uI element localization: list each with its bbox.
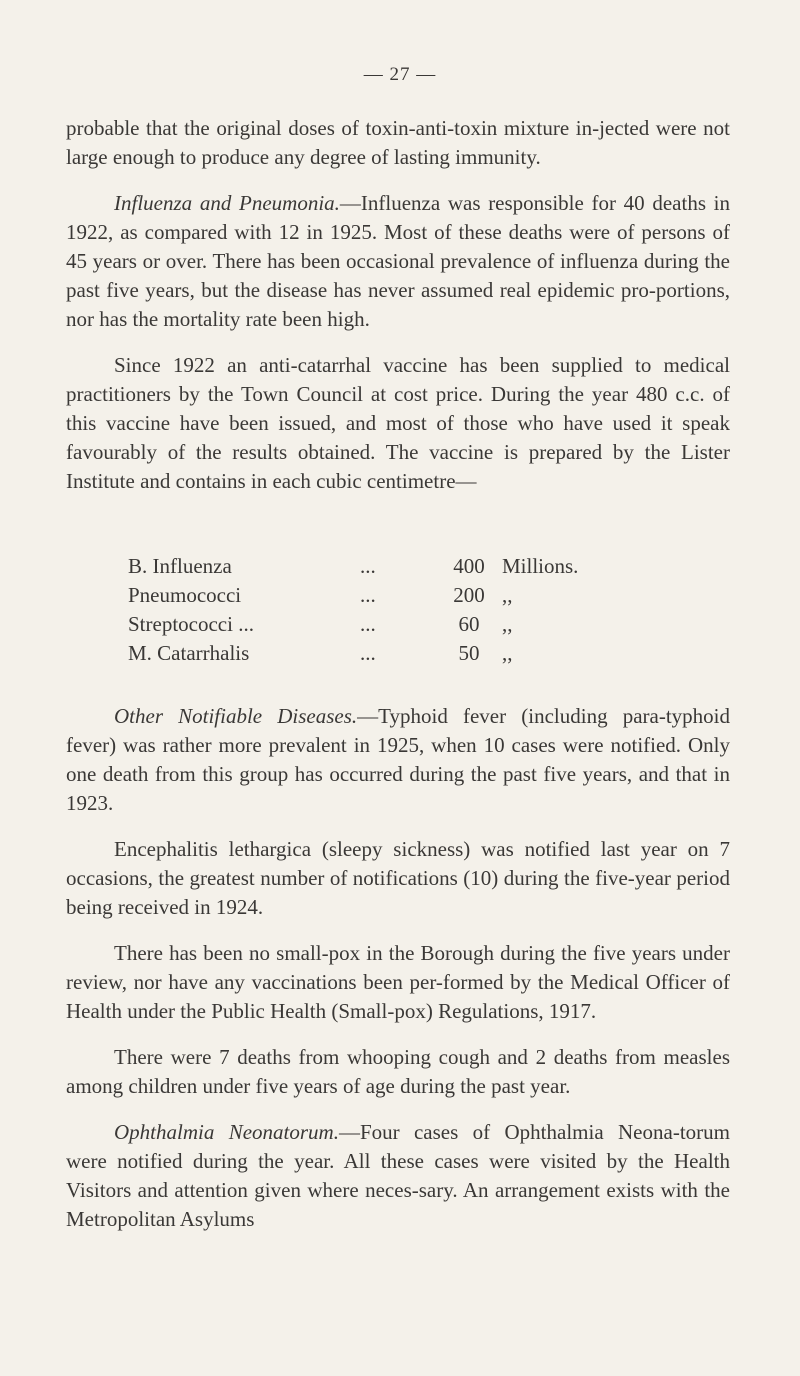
leader-dots: ... bbox=[360, 554, 376, 578]
table-row bbox=[128, 552, 688, 581]
text-block-bottom bbox=[66, 702, 730, 1234]
paragraph-text: probable that the original doses of toxin-anti-toxin mixture in-jected were not large enough to produce any degree of lasting immunity. bbox=[66, 116, 730, 169]
paragraph-encephalitis bbox=[66, 835, 730, 922]
table-row bbox=[128, 581, 688, 610]
organism-quantity: 200 bbox=[453, 583, 485, 607]
organism-name: Streptococci ... bbox=[128, 612, 254, 636]
paragraph-text: There has been no small-pox in the Borough during the five years under review, nor have any vaccinations been per-formed by the Medical Officer of Health under the Public Health (Small-pox) Regulations, 1917. bbox=[66, 941, 730, 1023]
organism-quantity: 400 bbox=[453, 554, 485, 578]
paragraph-text: —Influenza was responsible for 40 deaths in 1922, as compared with 12 in 1925. Most of these deaths were of persons of 45 years or over. There has been occasional prevalence of influenza during the past five years, but the disease has never assumed real epidemic pro-portions, nor has the mortality rate been high. bbox=[66, 191, 730, 331]
vaccine-composition-table bbox=[128, 552, 688, 668]
paragraph-other-notifiable bbox=[66, 702, 730, 818]
paragraph-vaccine bbox=[66, 351, 730, 496]
section-heading: Ophthalmia Neonatorum. bbox=[114, 1120, 339, 1144]
quantity-unit: ,, bbox=[502, 641, 513, 665]
organism-quantity: 60 bbox=[458, 612, 480, 636]
leader-dots: ... bbox=[360, 641, 376, 665]
paragraph-ophthalmia bbox=[66, 1118, 730, 1234]
quantity-unit: Millions. bbox=[502, 554, 579, 578]
paragraph-small-pox bbox=[66, 939, 730, 1026]
quantity-unit: ,, bbox=[502, 583, 513, 607]
leader-dots: ... bbox=[360, 583, 376, 607]
paragraph-text: There were 7 deaths from whooping cough and 2 deaths from measles among children under five years of age during the past year. bbox=[66, 1045, 730, 1098]
paragraph-continuation bbox=[66, 114, 730, 172]
leader-dots: ... bbox=[360, 612, 376, 636]
paragraph-text: —Four cases of Ophthalmia Neona-torum were notified during the year. All these cases were visited by the Health Visitors and attention given where neces-sary. An arrangement exists with the Metropolitan Asylums bbox=[66, 1120, 730, 1231]
paragraph-influenza-pneumonia bbox=[66, 189, 730, 334]
organism-name: B. Influenza bbox=[128, 554, 232, 578]
table-row bbox=[128, 639, 688, 668]
section-heading: Other Notifiable Diseases. bbox=[114, 704, 358, 728]
page-number: — 27 — bbox=[363, 64, 437, 85]
paragraph-text: Encephalitis lethargica (sleepy sickness) was notified last year on 7 occasions, the greatest number of notifications (10) during the five-year period being received in 1924. bbox=[66, 837, 730, 919]
organism-quantity: 50 bbox=[458, 641, 480, 665]
section-heading: Influenza and Pneumonia. bbox=[114, 191, 340, 215]
paragraph-whooping-cough bbox=[66, 1043, 730, 1101]
table-row bbox=[128, 610, 688, 639]
quantity-unit: ,, bbox=[502, 612, 513, 636]
paragraph-text: Since 1922 an anti-catarrhal vaccine has been supplied to medical practitioners by the Town Council at cost price. During the year 480 c.c. of this vaccine have been issued, and most of those who have used it speak favourably of the results obtained. The vaccine is prepared by the Lister Institute and contains in each cubic centimetre— bbox=[66, 353, 730, 493]
organism-name: M. Catarrhalis bbox=[128, 641, 250, 665]
organism-name: Pneumococci bbox=[128, 583, 242, 607]
paragraph-text: —Typhoid fever (including para-typhoid fever) was rather more prevalent in 1925, when 10 cases were notified. Only one death from this group has occurred during the past five years, and that in 1923. bbox=[66, 704, 730, 815]
text-block-top bbox=[66, 114, 730, 496]
